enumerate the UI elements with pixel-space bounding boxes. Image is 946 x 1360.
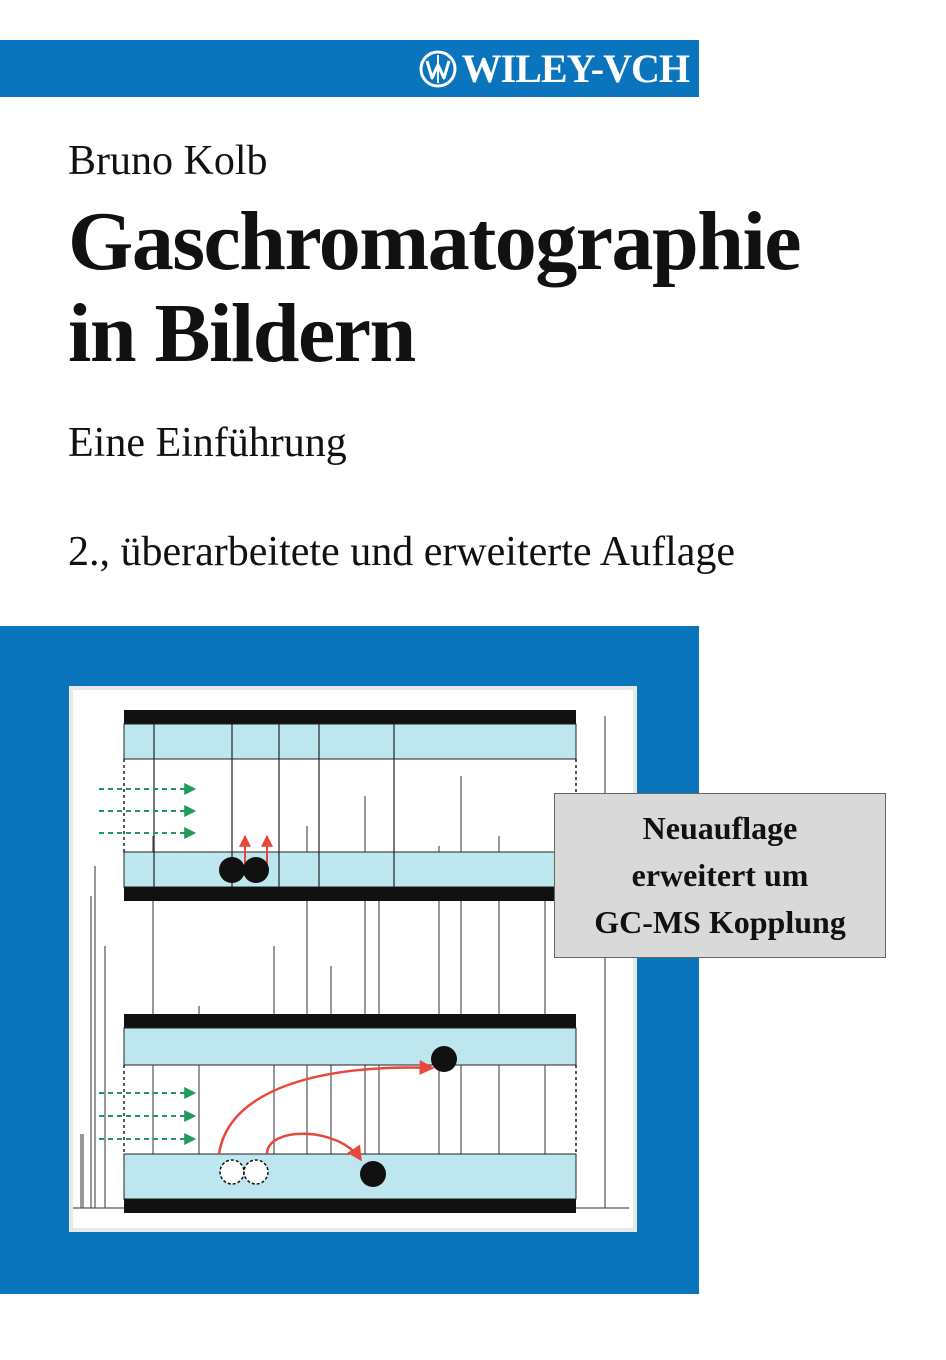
chromatography-diagram	[69, 686, 637, 1232]
callout-line-2: erweitert um	[631, 857, 809, 893]
author-name: Bruno Kolb	[68, 138, 268, 184]
publisher-logo	[418, 44, 689, 94]
book-title-line-1: Gaschromatographie	[68, 195, 801, 288]
chromatography-illustration	[69, 686, 637, 1232]
new-edition-callout	[554, 793, 886, 958]
wiley-w-seal-icon	[418, 49, 458, 89]
edition-note: 2., überarbeitete und erweiterte Auflage	[68, 529, 736, 575]
callout-line-1: Neuauflage	[642, 810, 798, 846]
figure-background	[73, 690, 633, 1228]
publisher-logo-text: WILEY-VCH	[461, 46, 689, 91]
publisher-bar	[0, 40, 699, 97]
book-title	[68, 196, 800, 380]
book-subtitle: Eine Einführung	[68, 420, 347, 466]
callout-line-3: GC-MS Kopplung	[594, 904, 846, 940]
book-title-line-2: in Bildern	[68, 287, 415, 380]
